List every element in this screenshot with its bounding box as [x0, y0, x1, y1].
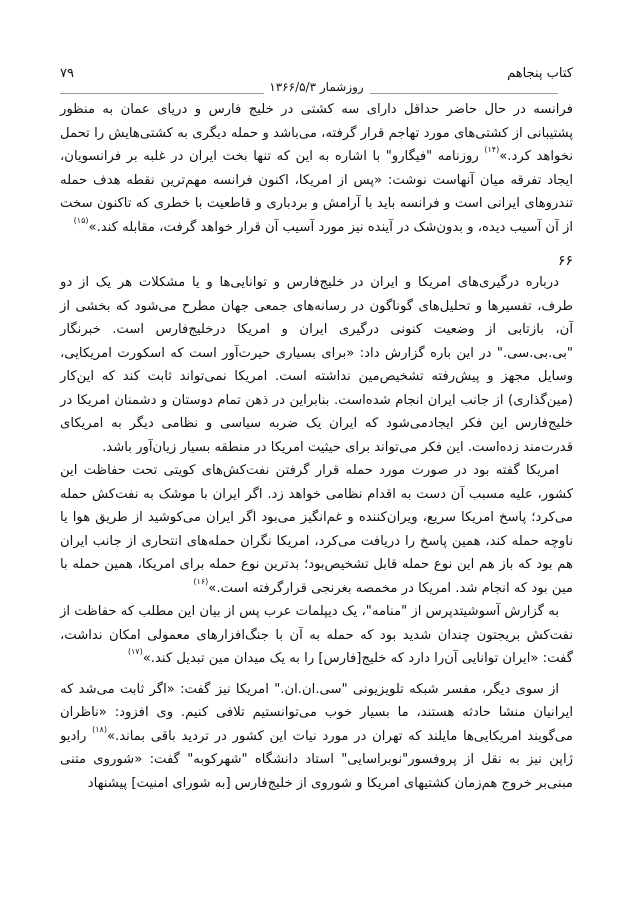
- page-number: ۷۹: [60, 66, 74, 81]
- paragraph-text: رادیو ژاپن نیز به نقل از پروفسور"نوبراسایی" استاد دانشگاه "شهرکوبه" گفت: «شوروی متنی مبنی‌بر خروج هم‌زمان کشتیهای امریکا و شوروی از خلیج‌فارس [به شورای امنیت] پیشنهاد: [60, 728, 573, 791]
- book-title: کتاب پنجاهم: [507, 66, 573, 81]
- paragraph: [60, 459, 573, 600]
- paragraph-text: روزنامه "فیگارو" با اشاره به این که تنها بخت ایران در غلبه بر فرانسویان، ایجاد تفرقه میان آنهاست نوشت: «پس از امریکا، اکنون فرانسه مهم‌ترین نقطه هدف حمله تندروهای ایرانی است و فرانسه باید با آرامش و بردباری و قاطعیت با خطری که تاکنون سخت از آن آسیب دیده، و بدون‌شک در آینده نیز مورد آسیب آن قرار خواهد گرفت، مقابله کند.»: [60, 149, 573, 235]
- paragraph-text: امریکا گفته بود در صورت مورد حمله قرار گرفتن نفت‌کش‌های کویتی تحت حفاظت این کشور، علیه مسبب آن دست به اقدام نظامی خواهد زد. اگر ایران با موشک به نفت‌کش حمله می‌کرد؛ پاسخ امریکا سریع، ویران‌کننده و غم‌انگیز می‌بود اگر ایران می‌کوشید از طریق هوا یا ناوچه حمله کند، همین پاسخ را دریافت می‌کرد، امریکا نگران حمله‌های انتحاری از جانب ایران هم بود که باز هم این نوع حمله قابل تشخیص‌بود؛ بدترین نوع حمله برای امریکا، همین حمله با مین بود که انجام شد. امریکا در مخمصه بغرنجی قرارگرفته است.»: [60, 463, 573, 596]
- page-body: [60, 98, 573, 795]
- paragraph: درباره درگیری‌های امریکا و ایران در خلیج‌فارس و توانایی‌ها و یا مشکلات هر یک از دو طرف، تفسیرها و تحلیل‌های گوناگون در رسانه‌های جمعی جهان مطرح می‌شود که بخشی از آن، بازتابی از وضعیت کنونی درگیری ایران و امریکا درخلیج‌فارس است. خبرنگار "بی.بی.سی." در این باره گزارش داد: «برای بسیاری حیرت‌آور است که اسکورت امریکایی، وسایل مجهز و پیش‌رفته تشخیص‌مین نداشته است. امریکا نمی‌تواند ثابت کند که این‌کار (مین‌گذاری) از جانب ایران انجام شده‌است. بنابراین در ذهن تمام دوستان و دشمنان امریکا در خلیج‌فارس این فکر ایجادمی‌شود که ایران یک ضربه سیاسی و نظامی دیگر به امریکای قدرت‌مند زده‌است. این فکر می‌تواند برای حیثیت امریکا در منطقه بسیار زیان‌آور باشد.: [60, 275, 573, 455]
- footnote-ref: (۱۶): [193, 576, 209, 586]
- footnote-ref: (۱۸): [92, 724, 107, 734]
- book-page: [60, 66, 573, 795]
- paragraph-text: به گزارش آسوشیتدپرس از "منامه"، یک دیپلمات عرب پس از بیان این مطلب که حفاظت از نفت‌کش بریجتون چندان شدید بود که حمله به آن با جنگ‌افزارهای معمولی امکان نداشت، گفت: «ایران توانایی آن‌را دارد که خلیج[فارس] را به یک میدان مین تبدیل کند.»: [60, 604, 573, 666]
- diary-date: روزشمار ۱۳۶۶/۵/۳: [263, 80, 369, 94]
- paragraph: [60, 600, 573, 671]
- footnote-ref: (۱۴): [484, 145, 500, 154]
- paragraph: [60, 98, 573, 239]
- section-number: ۶۶: [557, 253, 573, 269]
- page-header: [60, 66, 573, 94]
- paragraph: [60, 678, 573, 796]
- footnote-ref: (۱۷): [127, 647, 143, 656]
- footnote-ref: (۱۵): [73, 215, 89, 225]
- paragraph-text: فرانسه در حال حاضر حداقل دارای سه کشتی در خلیج فارس و دریای عمان به منظور پشتیبانی از کشتی‌های مورد تهاجم قرار گرفته، می‌باشد و حمله دیگری به کشتی‌هایش را تحمل نخواهد کرد.»: [60, 102, 574, 164]
- paragraph-text: از سوی دیگر، مفسر شبکه تلویزیونی "سی.ان.ان." امریکا نیز گفت: «اگر ثابت می‌شد که ایرانیان منشا حادثه هستند، ما بسیار خوب می‌توانستیم تلافی کنیم. وی افزود: «ناظران می‌گویند امریکایی‌ها مایلند که تهران در مورد نیات این کشور در تردید باقی بماند.»: [60, 681, 573, 744]
